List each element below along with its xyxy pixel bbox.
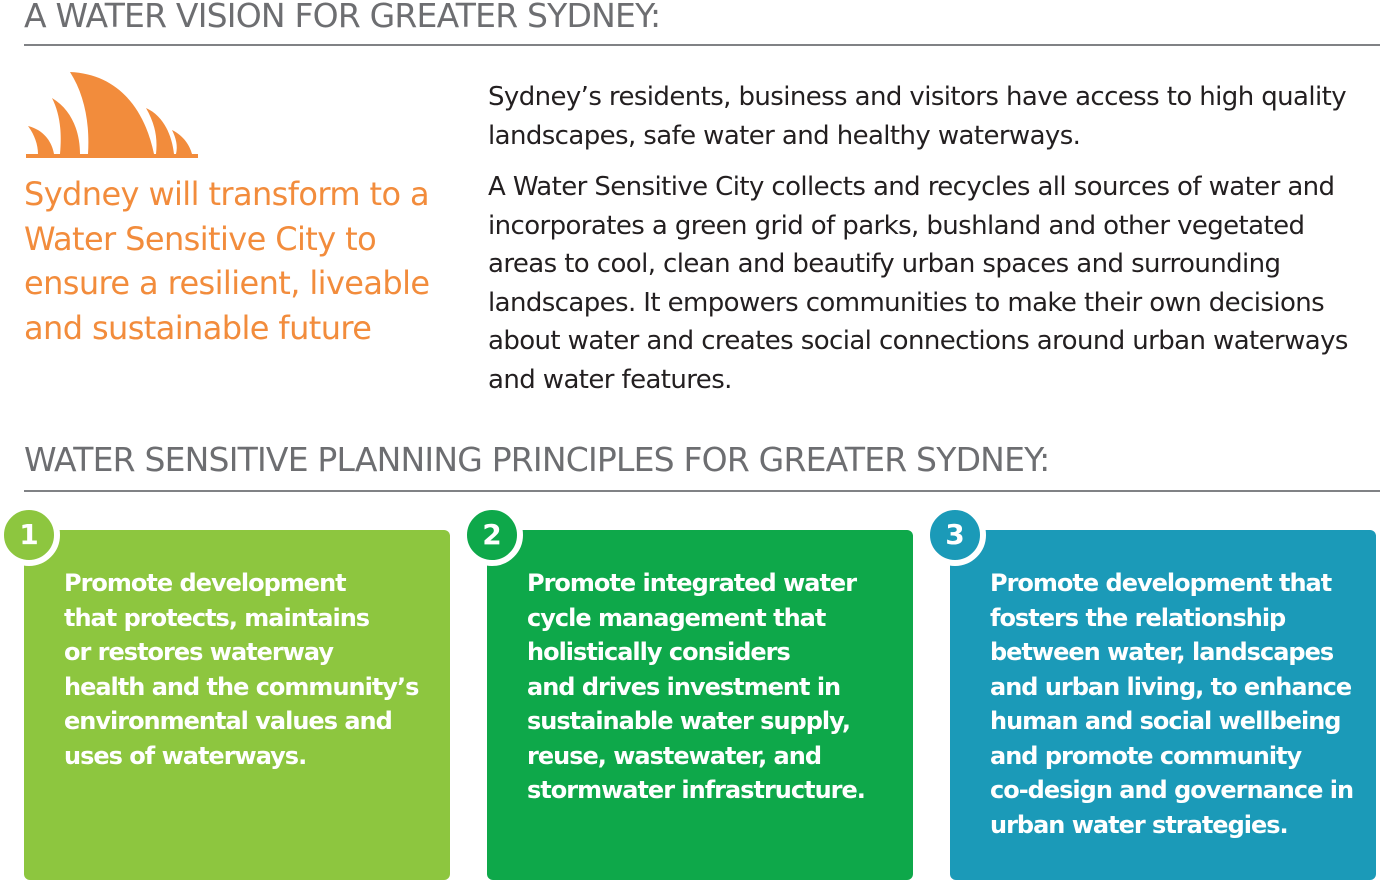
principle-text: Promote development that protects, maintains or restores waterway health and the community’s environmental values and uses of waterways. <box>64 569 419 770</box>
principle-card-2 <box>482 518 913 880</box>
sydney-opera-house-icon <box>26 70 198 158</box>
vision-paragraph-access: Sydney’s residents, business and visitors have access to high quality landscapes, safe water and healthy waterways. <box>488 82 1347 151</box>
principles-heading: WATER SENSITIVE PLANNING PRINCIPLES FOR GREATER SYDNEY: <box>24 440 1050 479</box>
principle-text: Promote integrated water cycle management that holistically considers and drives investment in sustainable water supply, reuse, wastewater, and stormwater infrastructure. <box>527 569 865 804</box>
principle-number-badge: 2 <box>461 504 523 566</box>
vision-tagline: Sydney will transform to a Water Sensitive City to ensure a resilient, liveable and sustainable future <box>24 175 430 347</box>
principle-number-badge: 1 <box>0 504 60 566</box>
principle-text: Promote development that fosters the relationship between water, landscapes and urban living, to enhance human and social wellbeing and promote community co-design and governance in urban water strategies. <box>990 569 1354 839</box>
heading-divider <box>24 44 1380 46</box>
principle-number-badge: 3 <box>924 504 986 566</box>
heading-divider <box>24 490 1380 492</box>
principle-card-3 <box>945 518 1376 880</box>
vision-heading: A WATER VISION FOR GREATER SYDNEY: <box>24 0 661 35</box>
vision-paragraph-water-sensitive-city: A Water Sensitive City collects and recycles all sources of water and incorporates a green grid of parks, bushland and other vegetated areas to cool, clean and beautify urban spaces and surrounding landscapes. It empowers communities to make their own decisions about water and creates social connections around urban waterways and water features. <box>488 172 1348 395</box>
principle-card-1 <box>19 518 450 880</box>
